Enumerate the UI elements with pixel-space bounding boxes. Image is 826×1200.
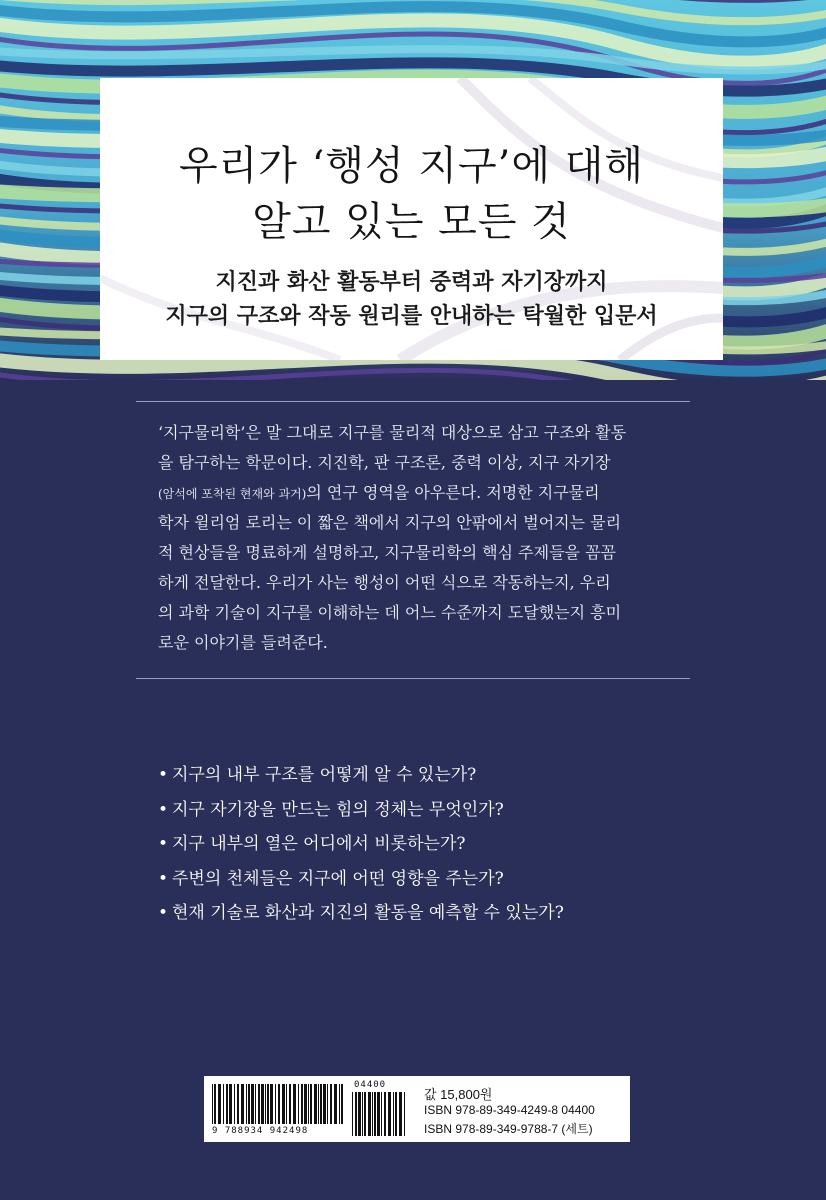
description-line-rest: 의 연구 영역을 아우른다. 저명한 지구물리 <box>306 483 600 502</box>
question-list <box>158 758 718 931</box>
question-text: 지구의 내부 구조를 어떻게 알 수 있는가? <box>172 765 477 785</box>
description-line: 하게 전달한다. 우리가 사는 행성이 어떤 식으로 작동하는지, 우리 <box>158 573 611 592</box>
divider-bottom <box>136 678 690 679</box>
subheadline-line-2: 지구의 구조와 작동 원리를 안내하는 탁월한 입문서 <box>165 304 658 329</box>
bullet-icon: • <box>158 799 169 820</box>
bullet-icon: • <box>158 834 169 854</box>
description-line: 적 현상들을 명료하게 설명하고, 지구물리학의 핵심 주제들을 꼼꼼 <box>158 543 617 562</box>
headline-panel <box>100 78 723 360</box>
description-line: 을 탐구하는 학문이다. 지진학, 판 구조론, 중력 이상, 지구 자기장 <box>158 453 611 472</box>
question-text: 지구 자기장을 만드는 힘의 정체는 무엇인가? <box>172 799 504 820</box>
bullet-icon: • <box>158 765 169 785</box>
addon-barcode <box>352 1092 408 1136</box>
isbn-line-2: ISBN 978-89-349-9788-7 (세트) <box>424 1122 593 1136</box>
headline-line-1: 우리가 ‘행성 지구’에 대해 <box>179 143 644 189</box>
question-item <box>158 758 718 793</box>
addon-digits: 04400 <box>354 1080 387 1090</box>
question-item <box>158 793 718 828</box>
isbn-line-1: ISBN 978-89-349-4249-8 04400 <box>424 1103 595 1117</box>
question-text: 주변의 천체들은 지구에 어떤 영향을 주는가? <box>172 868 504 889</box>
description-line <box>158 478 678 508</box>
divider-top <box>136 401 690 402</box>
barcode-digits: 9 788934 942498 <box>212 1126 309 1136</box>
description-line: 로운 이야기를 들려준다. <box>158 633 328 652</box>
description-paragraph <box>158 418 678 658</box>
price-label: 값 15,800원 <box>424 1087 493 1102</box>
description-line: ‘지구물리학’은 말 그대로 지구를 물리적 대상으로 삼고 구조와 활동 <box>158 423 627 442</box>
question-text: 현재 기술로 화산과 지진의 활동을 예측할 수 있는가? <box>172 903 564 923</box>
subheadline-line-1: 지진과 화산 활동부터 중력과 자기장까지 <box>215 270 608 295</box>
question-item <box>158 862 718 897</box>
bullet-icon: • <box>158 903 169 923</box>
barcode-price-panel <box>204 1076 630 1142</box>
question-item <box>158 896 718 931</box>
headline-line-2: 알고 있는 모든 것 <box>252 199 571 245</box>
description-note: (암석에 포착된 현재와 과거) <box>158 487 307 501</box>
description-line: 의 과학 기술이 지구를 이해하는 데 어느 수준까지 도달했는지 흥미 <box>158 603 622 622</box>
isbn-barcode <box>212 1084 344 1124</box>
bullet-icon: • <box>158 868 169 889</box>
description-line: 학자 윌리엄 로리는 이 짧은 책에서 지구의 안팎에서 벌어지는 물리 <box>158 513 622 532</box>
question-text: 지구 내부의 열은 어디에서 비롯하는가? <box>172 834 466 854</box>
question-item <box>158 827 718 862</box>
